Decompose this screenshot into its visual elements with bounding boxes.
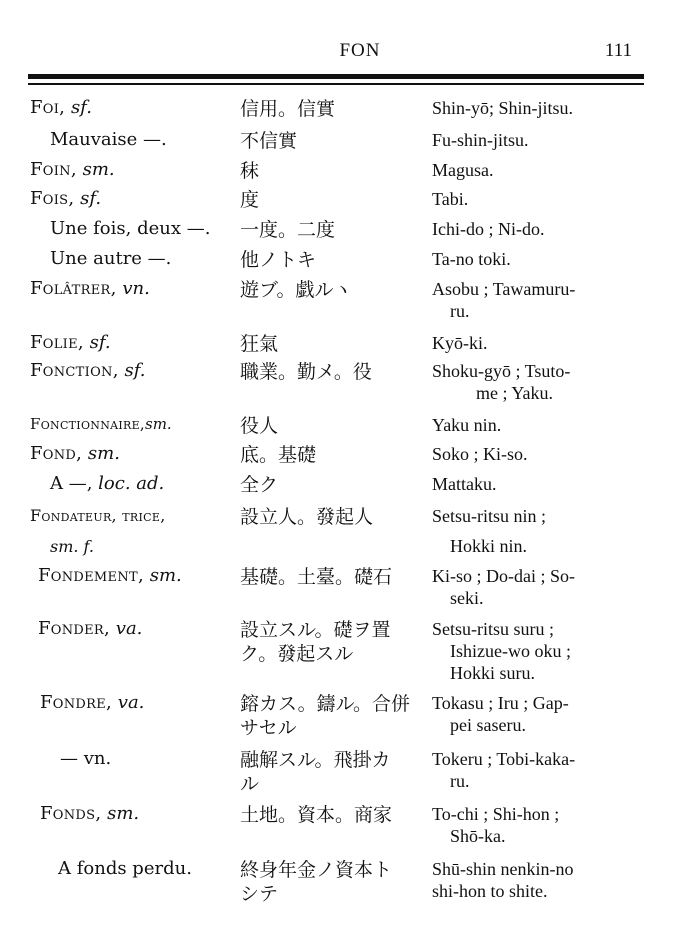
japanese-term: 不信實 xyxy=(240,130,298,152)
romaji-term: Soko ; Ki-so. xyxy=(432,444,528,464)
japanese-term: 度 xyxy=(240,189,260,211)
french-term: Fondement, sm. xyxy=(38,565,182,586)
french-term: Fonder, va. xyxy=(38,618,143,639)
romaji-term: Setsu-ritsu suru ; Ishizue-wo oku ; Hokki suru. xyxy=(432,619,571,683)
french-term: Foi, sf. xyxy=(30,97,92,118)
french-term: Folâtrer, vn. xyxy=(30,278,150,299)
french-term: Mauvaise —. xyxy=(50,129,167,150)
romaji-term: Shin-yō; Shin-jitsu. xyxy=(432,98,574,118)
french-term: Fond, sm. xyxy=(30,443,120,464)
romaji-term: Ichi-do ; Ni-do. xyxy=(432,219,545,239)
romaji-term: Tokeru ; Tobi-kaka- ru. xyxy=(432,749,576,791)
romaji-term: Tabi. xyxy=(432,189,469,209)
romaji-term: Yaku nin. xyxy=(432,415,502,435)
french-term: Fois, sf. xyxy=(30,188,102,209)
japanese-term: 他ノトキ xyxy=(240,249,317,271)
header-rule-thin xyxy=(28,83,644,85)
japanese-term: 遊ブ。戯ルヽ xyxy=(240,279,353,301)
french-term: Une autre —. xyxy=(50,248,172,269)
french-term: Fonds, sm. xyxy=(40,803,140,824)
french-term: Foin, sm. xyxy=(30,159,115,180)
romaji-term: Asobu ; Tawamuru- ru. xyxy=(432,279,576,321)
romaji-term: Setsu-ritsu nin ; Hokki nin. xyxy=(432,506,547,556)
romaji-term: Tokasu ; Iru ; Gap- pei saseru. xyxy=(432,693,569,735)
romaji-term: Magusa. xyxy=(432,160,494,180)
french-term: Folie, sf. xyxy=(30,332,111,353)
french-term: A —, loc. ad. xyxy=(50,473,165,494)
romaji-term: Mattaku. xyxy=(432,474,497,494)
romaji-term: Ta-no toki. xyxy=(432,249,511,269)
japanese-term: 秣 xyxy=(240,160,260,182)
romaji-term: Ki-so ; Do-dai ; So- seki. xyxy=(432,566,575,608)
japanese-term: 土地。資本。商家 xyxy=(240,804,393,826)
romaji-term: Kyō-ki. xyxy=(432,333,488,353)
romaji-term: Fu-shin-jitsu. xyxy=(432,130,529,150)
japanese-term: 設立人。發起人 xyxy=(240,506,374,528)
french-term: — vn. xyxy=(60,748,112,769)
japanese-term: 融解スル。飛掛カ ル xyxy=(240,749,391,795)
japanese-term: 信用。信實 xyxy=(240,98,336,120)
romaji-term: Shoku-gyō ; Tsuto- me ; Yaku. xyxy=(432,361,571,403)
japanese-term: 終身年金ノ資本ト シテ xyxy=(240,859,393,905)
french-term: Une fois, deux —. xyxy=(50,218,211,239)
running-head: FON xyxy=(339,40,381,61)
japanese-term: 鎔カス。鑄ル。合併 サセル xyxy=(240,693,411,739)
romaji-term: To-chi ; Shi-hon ; Shō-ka. xyxy=(432,804,560,846)
header-rule-thick xyxy=(28,74,644,79)
french-term: Fondateur, trice, sm. f. xyxy=(30,506,166,556)
japanese-term: 一度。二度 xyxy=(240,219,336,241)
japanese-term: 基礎。土臺。礎石 xyxy=(240,566,393,588)
french-term: Fondre, va. xyxy=(40,692,145,713)
french-term: Fonctionnaire,sm. xyxy=(30,415,172,433)
japanese-term: 全ク xyxy=(240,474,279,496)
page-number: 111 xyxy=(604,40,632,61)
japanese-term: 職業。勤メ。役 xyxy=(240,361,372,383)
japanese-term: 設立スル。礎ヲ置 ク。發起スル xyxy=(240,619,391,665)
french-term: A fonds perdu. xyxy=(58,858,192,879)
japanese-term: 役人 xyxy=(240,415,279,437)
french-term: Fonction, sf. xyxy=(30,360,146,381)
romaji-term: Shū-shin nenkin-no shi-hon to shite. xyxy=(432,859,574,901)
japanese-term: 狂氣 xyxy=(240,333,279,355)
japanese-term: 底。基礎 xyxy=(240,444,317,466)
